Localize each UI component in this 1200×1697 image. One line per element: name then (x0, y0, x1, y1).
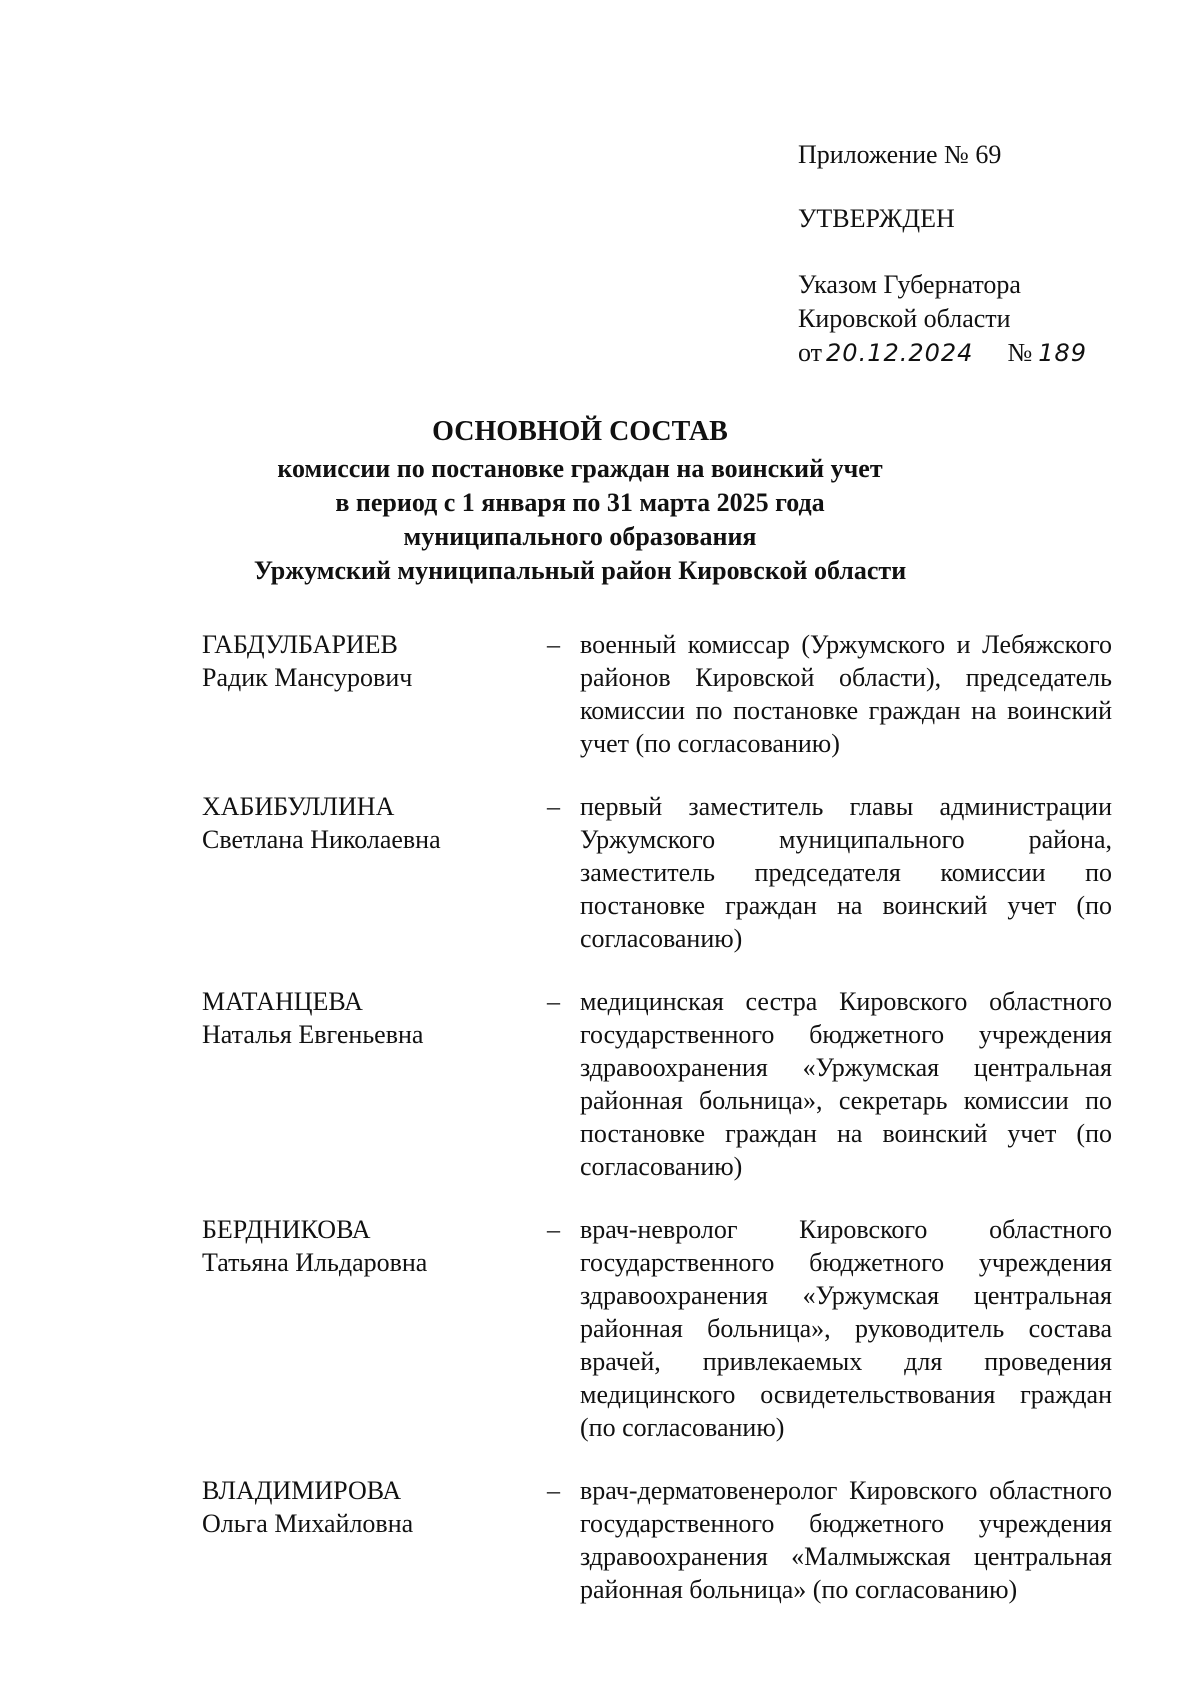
member-given-names: Наталья Евгеньевна (202, 1020, 424, 1049)
title-line-2: комиссии по постановке граждан на воинский учет (277, 454, 883, 483)
member-entry (202, 1213, 1122, 1444)
member-given-names: Светлана Николаевна (202, 825, 441, 854)
date-prefix: от (798, 338, 823, 367)
member-surname: БЕРДНИКОВА (202, 1215, 371, 1244)
member-surname: ВЛАДИМИРОВА (202, 1476, 402, 1505)
dash-separator: – (547, 630, 560, 659)
handwritten-date: 20.12.2024 (826, 339, 974, 367)
member-role: медицинская сестра Кировского областного государственного бюджетного учреждения здравоохранения «Уржумская центральная районная больница», секретарь комиссии по постановке граждан на воинский учет (по согласованию) (580, 987, 1112, 1181)
member-entry (202, 985, 1122, 1183)
member-given-names: Радик Мансурович (202, 663, 413, 692)
member-given-names: Ольга Михайловна (202, 1509, 414, 1538)
number-prefix: № (1007, 338, 1033, 367)
decree-line-1: Указом Губернатора (798, 270, 1021, 299)
member-name-block (202, 985, 547, 1183)
member-surname: МАТАНЦЕВА (202, 987, 363, 1016)
member-surname: ГАБДУЛБАРИЕВ (202, 630, 398, 659)
member-name-block (202, 790, 547, 955)
member-surname: ХАБИБУЛЛИНА (202, 792, 395, 821)
member-entry (202, 1474, 1122, 1606)
document-title-block (160, 412, 1000, 588)
dash-separator: – (547, 792, 560, 821)
dash-separator: – (547, 1476, 560, 1505)
handwritten-number: 189 (1038, 339, 1088, 367)
dash-separator: – (547, 987, 560, 1016)
member-role: первый заместитель главы администрации Уржумского муниципального района, заместитель председателя комиссии по постановке граждан на воинский учет (по согласованию) (580, 792, 1112, 953)
member-name-block (202, 1213, 547, 1444)
decree-date-number-line (798, 336, 1138, 370)
approval-stamp-block (798, 138, 1138, 370)
member-role: военный комиссар (Уржумского и Лебяжского районов Кировской области), председатель комиссии по постановке граждан на воинский учет (по согласованию) (580, 630, 1112, 758)
dash-separator: – (547, 1215, 560, 1244)
approved-label: УТВЕРЖДЕН (798, 204, 955, 233)
member-entry (202, 628, 1122, 760)
title-line-5: Уржумский муниципальный район Кировской области (253, 556, 907, 585)
member-given-names: Татьяна Ильдаровна (202, 1248, 428, 1277)
appendix-number: Приложение № 69 (798, 140, 1002, 169)
member-entry (202, 790, 1122, 955)
commission-members-list (202, 628, 1122, 1606)
document-title: ОСНОВНОЙ СОСТАВ (432, 416, 728, 447)
member-name-block (202, 628, 547, 760)
title-line-3: в период с 1 января по 31 марта 2025 года (335, 488, 825, 517)
member-role: врач-дерматовенеролог Кировского областного государственного бюджетного учреждения здравоохранения «Малмыжская центральная районная больница» (по согласованию) (580, 1476, 1112, 1604)
member-name-block (202, 1474, 547, 1606)
title-line-4: муниципального образования (403, 522, 757, 551)
decree-line-2: Кировской области (798, 304, 1011, 333)
member-role: врач-невролог Кировского областного государственного бюджетного учреждения здравоохранения «Уржумская центральная районная больница», руководитель состава врачей, привлекаемых для проведения медицинского освидетельствования граждан (по согласованию) (580, 1215, 1112, 1442)
